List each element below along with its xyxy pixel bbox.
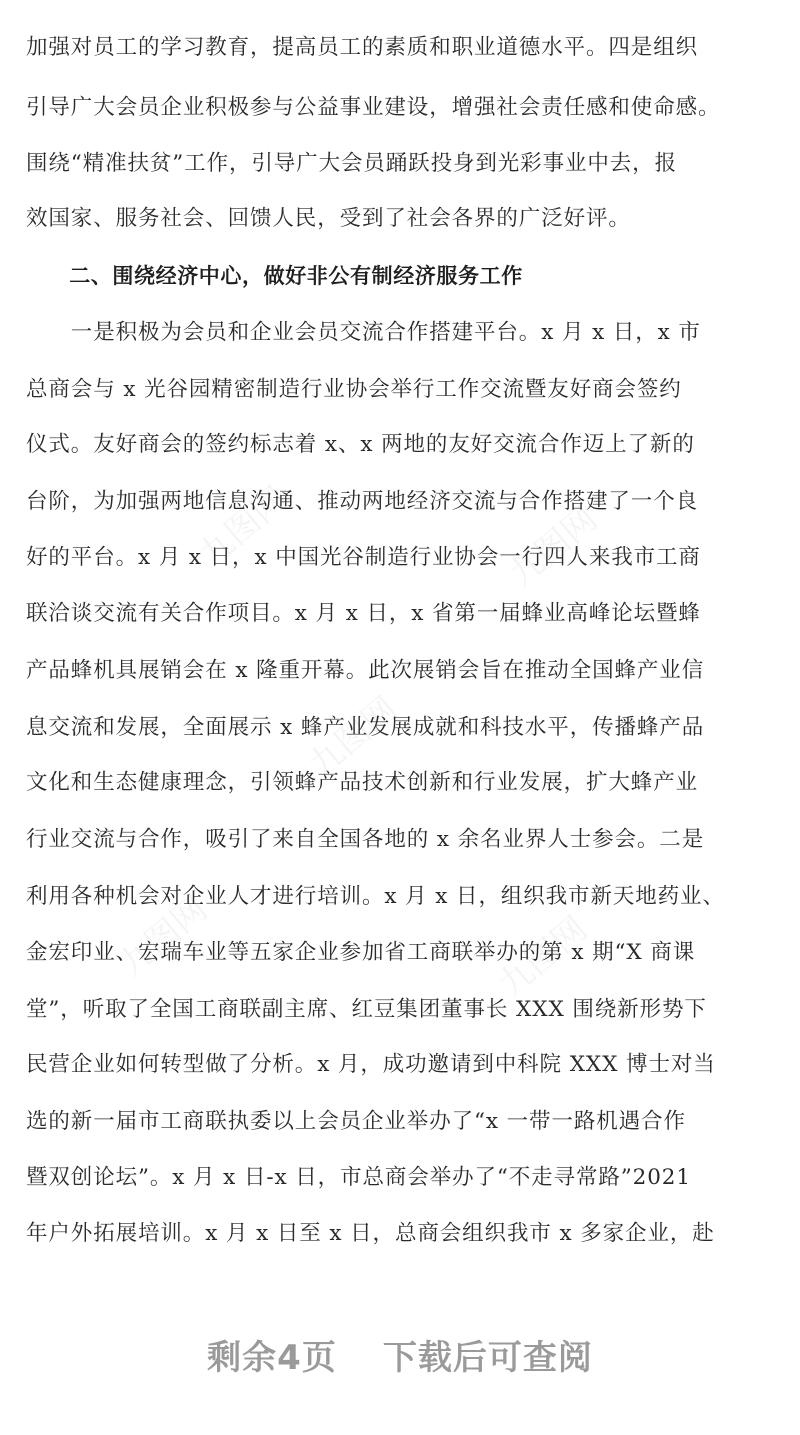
- watermark: 九图网: [191, 479, 296, 576]
- body-line-2: 引导广大会员企业积极参与公益事业建设，增强社会责任感和使命感。: [26, 95, 721, 120]
- body-line-15: 行业交流与合作，吸引了来自全国各地的 x 余名业界人士参会。二是: [26, 827, 705, 852]
- body-line-4: 效国家、服务社会、回馈人民，受到了社会各界的广泛好评。: [26, 206, 631, 231]
- body-line-7: 总商会与 x 光谷园精密制造行业协会举行工作交流暨友好商会签约: [26, 377, 682, 402]
- watermark: 九图网: [111, 889, 216, 986]
- body-line-8: 仪式。友好商会的签约标志着 x、x 两地的友好交流合作迈上了新的: [26, 432, 695, 457]
- watermark: 九图网: [301, 689, 406, 786]
- watermark: 九图网: [501, 499, 606, 596]
- body-line-3: 围绕“精准扶贫”工作，引导广大会员踊跃投身到光彩事业中去，报: [26, 151, 677, 176]
- body-line-18: 堂”，听取了全国工商联副主席、红豆集团董事长 XXX 围绕新形势下: [26, 997, 707, 1022]
- body-line-6: 一是积极为会员和企业会员交流合作搭建平台。x 月 x 日，x 市: [26, 320, 701, 345]
- body-line-12: 产品蜂机具展销会在 x 隆重开幕。此次展销会旨在推动全国蜂产业信: [26, 658, 705, 683]
- body-line-13: 息交流和发展，全面展示 x 蜂产业发展成就和科技水平，传播蜂产品: [26, 715, 705, 740]
- body-line-1: 加强对员工的学习教育，提高员工的素质和职业道德水平。四是组织: [26, 35, 699, 60]
- body-line-10: 好的平台。x 月 x 日，x 中国光谷制造行业协会一行四人来我市工商: [26, 545, 701, 570]
- body-line-20: 选的新一届市工商联执委以上会员企业举办了“x 一带一路机遇合作: [26, 1109, 686, 1134]
- download-prompt[interactable]: [0, 1330, 800, 1386]
- watermark: 九图网: [491, 909, 596, 1006]
- body-line-9: 台阶，为加强两地信息沟通、推动两地经济交流与合作搭建了一个良: [26, 489, 699, 514]
- body-line-22: 年户外拓展培训。x 月 x 日至 x 日，总商会组织我市 x 多家企业，赴: [26, 1221, 715, 1246]
- body-line-21: 暨双创论坛”。x 月 x 日-x 日，市总商会举办了“不走寻常路”2021: [26, 1165, 691, 1190]
- download-hint-label: 下载后可查阅: [382, 1338, 593, 1378]
- body-line-14: 文化和生态健康理念，引领蜂产品技术创新和行业发展，扩大蜂产业: [26, 770, 699, 795]
- body-line-17: 金宏印业、宏瑞车业等五家企业参加省工商联举办的第 x 期“X 商课: [26, 940, 696, 965]
- body-line-11: 联洽谈交流有关合作项目。x 月 x 日，x 省第一届蜂业高峰论坛暨蜂: [26, 601, 701, 626]
- body-line-16: 利用各种机会对企业人才进行培训。x 月 x 日，组织我市新天地药业、: [26, 884, 725, 909]
- section-heading: 二、围绕经济中心，做好非公有制经济服务工作: [26, 264, 523, 288]
- body-line-19: 民营企业如何转型做了分析。x 月，成功邀请到中科院 XXX 博士对当: [26, 1052, 716, 1077]
- remaining-pages-label: 剩余4页: [207, 1338, 337, 1378]
